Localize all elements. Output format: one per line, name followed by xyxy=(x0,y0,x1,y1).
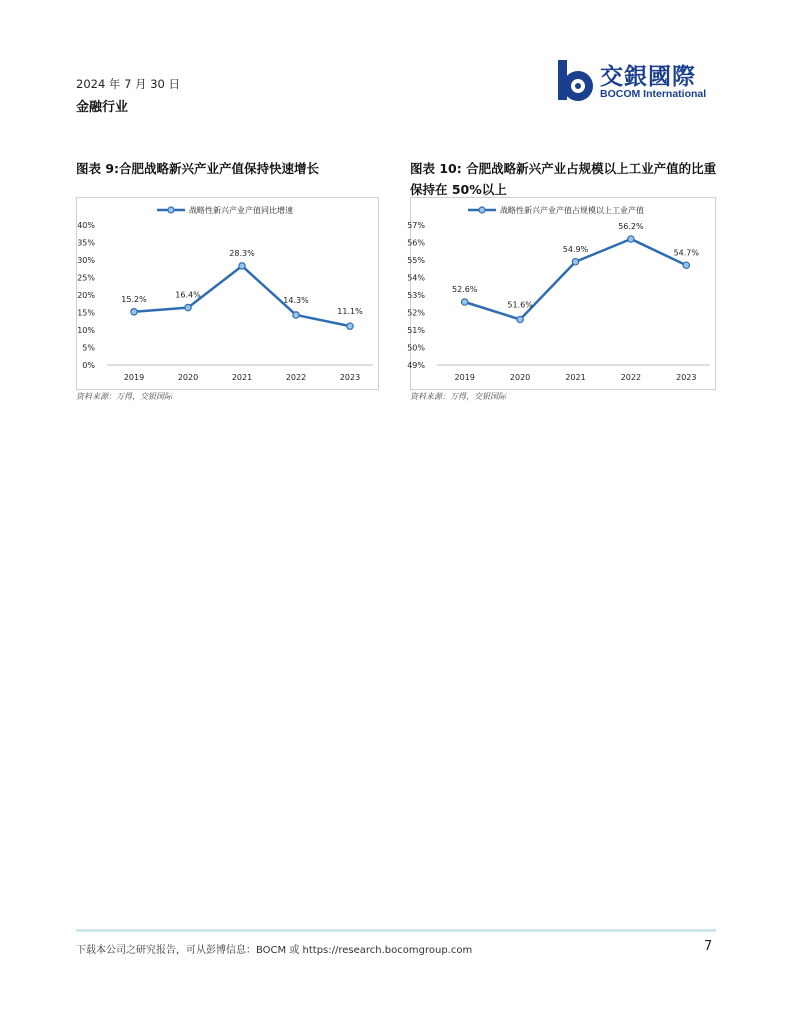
x-tick-label: 2021 xyxy=(231,373,253,382)
y-tick-label: 35% xyxy=(77,238,95,248)
data-label: 14.3% xyxy=(283,295,309,305)
y-tick-label: 25% xyxy=(77,273,95,283)
legend-marker xyxy=(168,207,174,213)
x-tick-label: 2023 xyxy=(339,373,361,382)
footer-divider xyxy=(76,929,716,932)
data-point xyxy=(517,316,523,322)
chart-9-svg xyxy=(77,198,378,389)
y-tick-label: 0% xyxy=(82,361,95,370)
legend-label: 战略性新兴产业产值占规模以上工业产值 xyxy=(500,206,644,215)
data-label: 54.9% xyxy=(562,244,589,254)
chart-10-source: 资料来源：万得，交银国际 xyxy=(410,392,506,401)
data-point xyxy=(572,259,578,265)
data-label: 16.4% xyxy=(175,290,201,300)
chart-9-source: 资料来源：万得，交银国际 xyxy=(76,392,172,401)
y-tick-label: 50% xyxy=(407,343,425,353)
x-tick-label: 2019 xyxy=(123,373,145,382)
x-tick-label: 2020 xyxy=(509,373,531,382)
data-point xyxy=(131,309,137,315)
data-label: 28.3% xyxy=(229,248,255,258)
legend-marker xyxy=(479,207,485,213)
data-label: 51.6% xyxy=(507,300,533,310)
chart-10-title: 图表 10: 合肥战略新兴产业占规模以上工业产值的比重保持在 50%以上 xyxy=(410,161,717,197)
bocom-logo-icon xyxy=(554,58,598,104)
y-tick-label: 40% xyxy=(77,221,95,230)
series-line xyxy=(134,266,350,326)
data-label: 54.7% xyxy=(673,248,700,258)
chart-9 xyxy=(76,197,379,390)
data-point xyxy=(462,299,468,305)
y-tick-label: 30% xyxy=(77,256,95,265)
data-label: 52.6% xyxy=(451,285,478,294)
data-point xyxy=(293,312,299,318)
y-tick-label: 56% xyxy=(407,238,425,248)
bocom-logo xyxy=(554,58,724,104)
y-tick-label: 49% xyxy=(407,361,425,370)
data-point xyxy=(683,262,689,268)
legend-label: 战略性新兴产业产值同比增速 xyxy=(189,206,293,215)
y-tick-label: 53% xyxy=(407,291,425,300)
y-tick-label: 57% xyxy=(407,221,425,230)
x-tick-label: 2019 xyxy=(454,373,475,382)
x-tick-label: 2020 xyxy=(177,373,199,382)
y-tick-label: 51% xyxy=(407,326,425,335)
footer-download-note: 下载本公司之研究报告，可从彭博信息：BOCM 或 https://research.bocomgroup.com xyxy=(76,945,473,956)
y-tick-label: 54% xyxy=(407,273,425,283)
y-tick-label: 20% xyxy=(77,291,95,300)
x-tick-label: 2023 xyxy=(676,373,697,382)
x-tick-label: 2022 xyxy=(620,373,642,382)
x-tick-label: 2021 xyxy=(565,373,586,382)
report-date: 2024 年 7 月 30 日 xyxy=(76,77,180,91)
data-point xyxy=(628,236,634,242)
chart-10 xyxy=(407,197,716,390)
sector-label: 金融行业 xyxy=(76,100,129,115)
data-label: 56.2% xyxy=(618,222,644,231)
logo-english-name: BOCOM International xyxy=(600,88,707,100)
chart-9-title: 图表 9:合肥战略新兴产业产值保持快速增长 xyxy=(76,161,320,176)
data-label: 11.1% xyxy=(337,307,363,317)
y-tick-label: 52% xyxy=(407,308,425,318)
data-point xyxy=(239,263,245,269)
data-point xyxy=(185,304,191,310)
y-tick-label: 55% xyxy=(407,256,425,265)
x-tick-label: 2022 xyxy=(285,373,307,382)
y-tick-label: 5% xyxy=(82,343,95,353)
logo-chinese-name: 交銀國際 xyxy=(600,63,696,90)
data-label: 15.2% xyxy=(121,294,147,304)
page-number: 7 xyxy=(704,939,713,954)
y-tick-label: 15% xyxy=(77,308,95,318)
chart-10-svg xyxy=(407,198,715,389)
data-point xyxy=(347,323,353,329)
y-tick-label: 10% xyxy=(77,326,95,335)
